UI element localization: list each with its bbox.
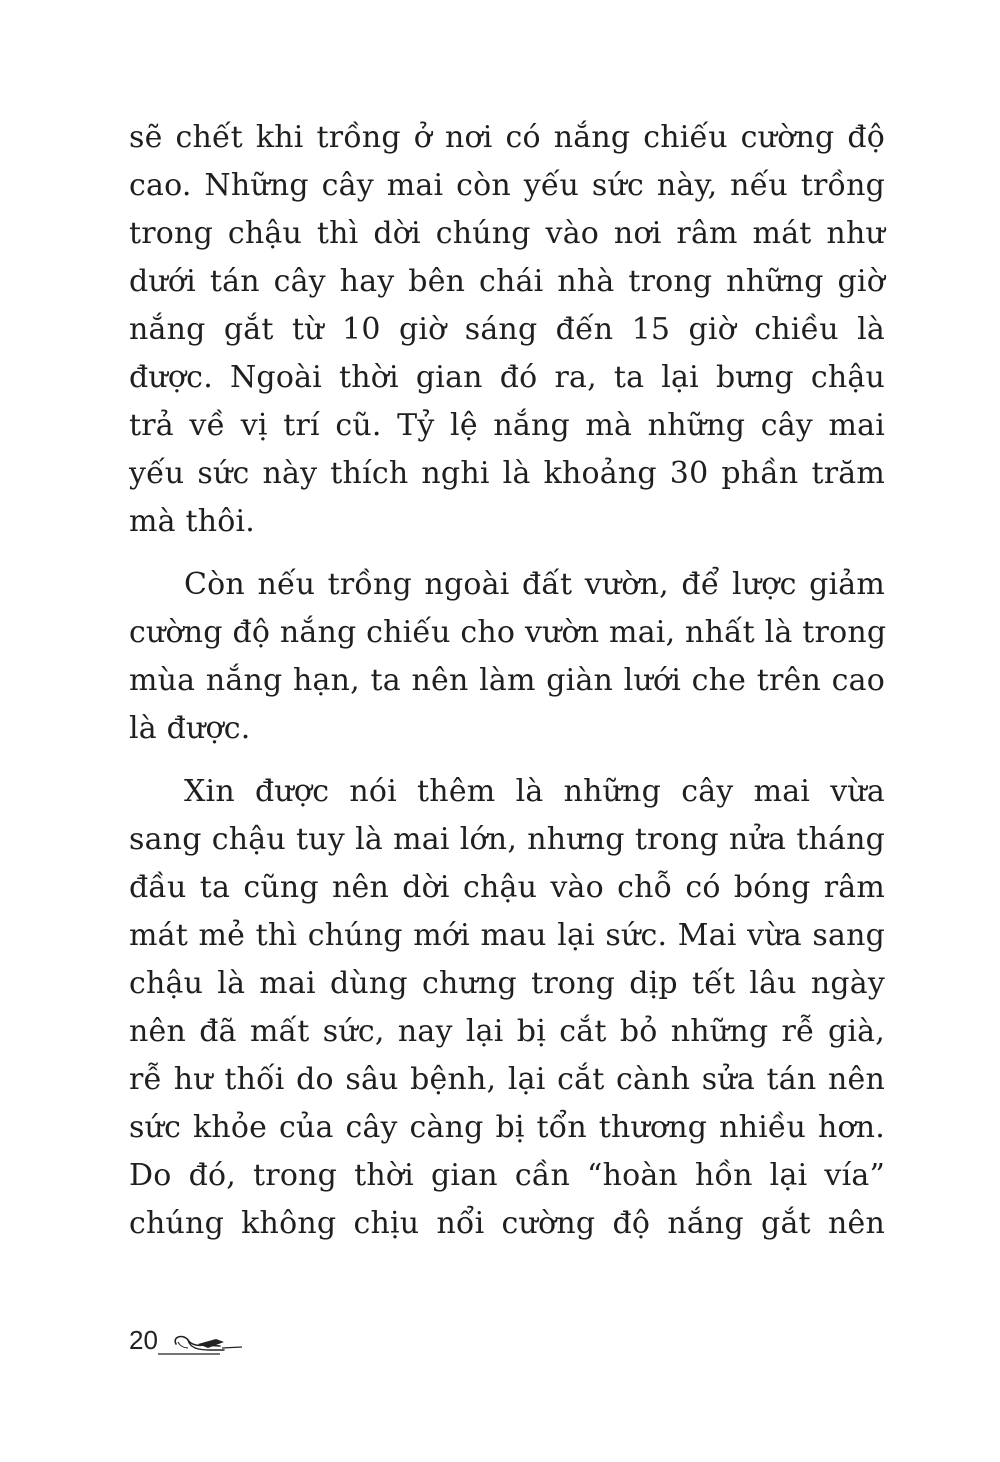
text-line-indented: Còn nếu trồng ngoài đất vườn, để lược giảm — [184, 567, 885, 602]
text-line: yếu sức này thích nghi là khoảng 30 phần trăm — [129, 456, 885, 491]
text-line: trả về vị trí cũ. Tỷ lệ nắng mà những cây mai — [129, 408, 885, 443]
text-line: chúng không chịu nổi cường độ nắng gắt nên — [129, 1206, 885, 1241]
pen-flourish-icon — [158, 1328, 248, 1358]
text-line: sang chậu tuy là mai lớn, nhưng trong nửa tháng — [129, 822, 885, 857]
text-line: là được. — [129, 711, 251, 746]
text-line: cao. Những cây mai còn yếu sức này, nếu trồng — [129, 168, 885, 203]
text-line-indented: Xin được nói thêm là những cây mai vừa — [184, 774, 885, 809]
text-line: đầu ta cũng nên dời chậu vào chỗ có bóng râm — [129, 870, 885, 905]
page-footer — [129, 1318, 248, 1362]
text-line: dưới tán cây hay bên chái nhà trong những giờ — [129, 264, 885, 299]
paragraph-3 — [129, 768, 885, 1248]
text-line: mà thôi. — [129, 504, 256, 539]
text-line: được. Ngoài thời gian đó ra, ta lại bưng chậu — [129, 360, 885, 395]
text-line: chậu là mai dùng chưng trong dịp tết lâu ngày — [129, 966, 885, 1001]
page-number: 20 — [129, 1325, 158, 1355]
text-line: mát mẻ thì chúng mới mau lại sức. Mai vừa sang — [129, 918, 885, 953]
text-line: sức khỏe của cây càng bị tổn thương nhiều hơn. — [129, 1110, 885, 1145]
paragraph-1 — [129, 114, 885, 546]
text-line: nắng gắt từ 10 giờ sáng đến 15 giờ chiều là — [129, 312, 885, 347]
text-line: cường độ nắng chiếu cho vườn mai, nhất là trong — [129, 615, 887, 650]
text-line: rễ hư thối do sâu bệnh, lại cắt cành sửa tán nên — [129, 1062, 885, 1097]
text-line: nên đã mất sức, nay lại bị cắt bỏ những rễ già, — [129, 1014, 885, 1049]
text-line: Do đó, trong thời gian cần “hoàn hồn lại vía” — [129, 1158, 885, 1193]
text-line: mùa nắng hạn, ta nên làm giàn lưới che trên cao — [129, 663, 885, 698]
paragraph-2 — [129, 561, 885, 753]
text-line: trong chậu thì dời chúng vào nơi râm mát như — [129, 216, 885, 251]
text-line: sẽ chết khi trồng ở nơi có nắng chiếu cường độ — [129, 120, 885, 155]
